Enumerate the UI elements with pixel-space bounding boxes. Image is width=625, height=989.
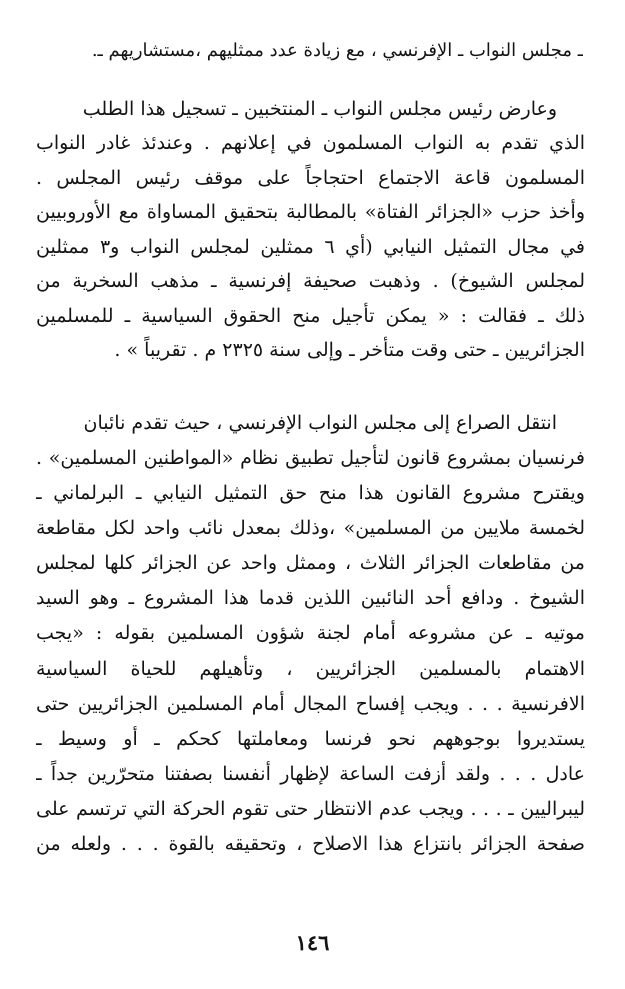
text-line: لمجلس الشيوخ) . وذهبت صحيفة إفرنسية ـ مذهب السخرية من bbox=[36, 270, 585, 292]
text-line: ليبراليين ـ . . . ويجب عدم الانتظار حتى تقوم الحركة التي ترتسم على bbox=[36, 798, 585, 820]
text-line: يستديروا بوجوههم نحو فرنسا ومعاملتها كحكم ـ أو وسيط ـ bbox=[36, 728, 585, 750]
text-line: موتيه ـ عن مشروعه أمام لجنة شؤون المسلمين بقوله : «يجب bbox=[36, 622, 585, 644]
text-line: المسلمون قاعة الاجتماع احتجاجاً على موقف رئيس المجلس . bbox=[36, 167, 585, 189]
text-line: وأخذ حزب «الجزائر الفتاة» بالمطالبة بتحقيق المساواة مع الأوروبيين bbox=[36, 201, 585, 223]
text-line: من مقاطعات الجزائر الثلاث ، وممثل واحد عن الجزائر كلها لمجلس bbox=[36, 552, 585, 574]
text-line: وعارض رئيس مجلس النواب ـ المنتخبين ـ تسجيل هذا الطلب bbox=[82, 98, 557, 120]
page-number: ١٤٦ bbox=[295, 930, 330, 955]
text-line: الاهتمام بالمسلمين الجزائريين ، وتأهيلهم للحياة السياسية bbox=[36, 658, 585, 680]
text-line: الافرنسية . . . ويجب إفساح المجال أمام المسلمين الجزائريين حتى bbox=[36, 693, 585, 715]
text-line: انتقل الصراع إلى مجلس النواب الإفرنسي ، حيث تقدم نائبان bbox=[83, 412, 557, 434]
text-line: ويقترح مشروع القانون هذا منح حق التمثيل النيابي ـ البرلماني ـ bbox=[36, 482, 585, 504]
text-line: فرنسيان بمشروع قانون لتأجيل تطبيق نظام «المواطنين المسلمين» . bbox=[36, 447, 585, 469]
text-line: صفحة الجزائر بانتزاع هذا الاصلاح ، وتحقيقه بالقوة . . . ولعله من bbox=[36, 833, 585, 855]
text-line-continuation: ـ مجلس النواب ـ الإفرنسي ، مع زيادة عدد ممثليهم ،مستشاريهم ـ. bbox=[91, 40, 583, 61]
text-line: الشيوخ . ودافع أحد النائبين اللذين قدما هذا المشروع ـ وهو السيد bbox=[36, 587, 585, 609]
text-line: ذلك ـ فقالت : « يمكن تأجيل منح الحقوق السياسية ـ للمسلمين bbox=[36, 305, 585, 327]
text-line: الذي تقدم به النواب المسلمون في إعلانهم . وعندئذ غادر النواب bbox=[36, 132, 585, 154]
text-line: لخمسة ملايين من المسلمين» ،وذلك بمعدل نائب واحد لكل مقاطعة bbox=[36, 517, 585, 539]
text-line: في مجال التمثيل النيابي (أي ٦ ممثلين لمجلس النواب و٣ ممثلين bbox=[36, 236, 585, 258]
text-line: عادل . . . ولقد أزفت الساعة لإظهار أنفسنا بصفتنا متحرّرين جداً ـ bbox=[36, 763, 585, 785]
text-line: الجزائريين ـ حتى وقت متأخر ـ وإلى سنة ٢٣٢٥ م . تقريباً » . bbox=[114, 339, 585, 361]
